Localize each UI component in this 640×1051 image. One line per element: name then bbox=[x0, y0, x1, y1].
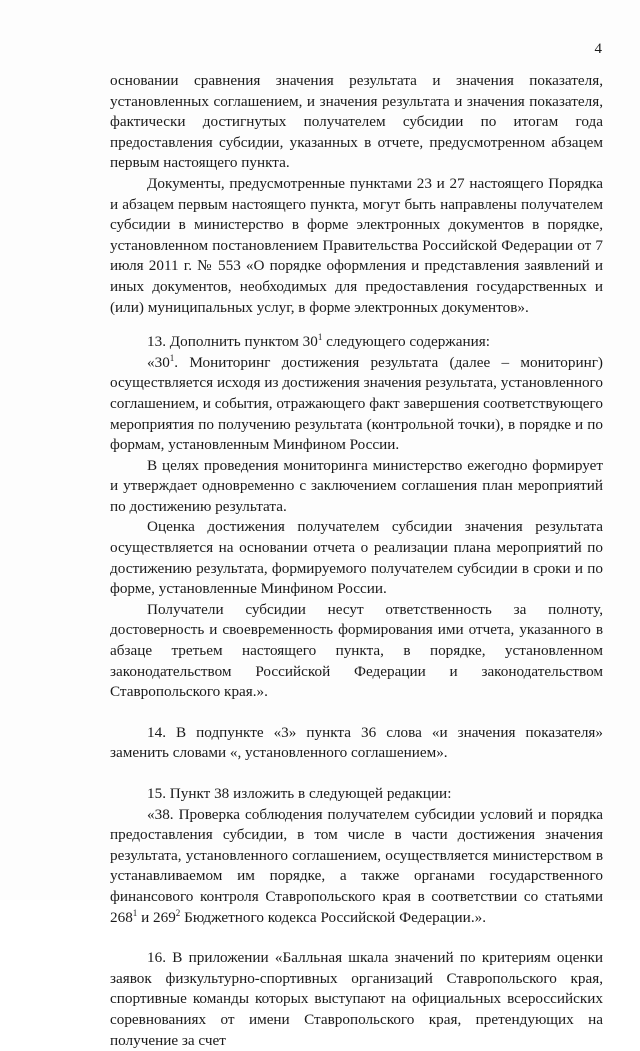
paragraph-point-30-1 bbox=[110, 353, 603, 456]
paragraph-item-15: 15. Пункт 38 изложить в следующей редакции: bbox=[147, 785, 452, 802]
item-13-superscript: 1 bbox=[317, 332, 323, 343]
paragraph-point-38 bbox=[110, 805, 603, 929]
paragraph-item-16: 16. В приложении «Балльная шкала значений по критериям оценки заявок физкультурно-спортивных организаций Ставропольского края, спортивные команды которых выступают на официальных всероссийских соревнованиях от имени Ставропольского края, претендующих на получение за счет bbox=[110, 949, 603, 1049]
paragraph-continuation: основании сравнения значения результата и значения показателя, установленных соглашением, и значения результата и значения показателя, фактически достигнутых получателем субсидии по итогам года предоставления субсидии, указанных в отчете, предусмотренном абзацем первым настоящего пункта. bbox=[110, 72, 603, 172]
spacer bbox=[110, 703, 603, 723]
document-body bbox=[110, 71, 603, 1051]
paragraph-item-13 bbox=[110, 332, 603, 353]
paragraph-responsibility: Получатели субсидии несут ответственность за полноту, достоверность и своевременность формирования ими отчета, указанного в абзаце третьем настоящего пункта, в порядке, установленном законодательством Российской Федерации и законодательством Ставропольского края.». bbox=[110, 600, 603, 701]
point-30-1-text: . Мониторинг достижения результата (далее – мониторинг) осуществляется исходя из достижения значения результата, установленного соглашением, и события, отражающего факт завершения соответствующего мероприятия по получению результата (контрольной точки), в порядке и по формам, установленным Минфином России. bbox=[110, 353, 603, 454]
paragraph-documents: Документы, предусмотренные пунктами 23 и 27 настоящего Порядка и абзацем первым настоящего пункта, могут быть направлены получателем субсидии в министерство в форме электронных документов в порядке, установленном постановлением Правительства Российской Федерации от 7 июля 2011 г. № 553 «О порядке оформления и представления заявлений и иных документов, необходимых для предоставления государственных и (или) муниципальных услуг, в форме электронных документов». bbox=[110, 174, 603, 316]
item-13-text-end: следующего содержания: bbox=[322, 333, 490, 351]
item-13-text: 13. Дополнить пунктом 30 bbox=[147, 333, 318, 351]
point-38-superscript-2: 2 bbox=[175, 907, 181, 918]
point-38-text-end: Бюджетного кодекса Российской Федерации.». bbox=[180, 908, 487, 926]
paragraph-assessment: Оценка достижения получателем субсидии значения результата осуществляется на основании отчета о реализации плана мероприятий по достижению результата, формируемого получателем субсидии в сроки и по форме, установленные Минфином России. bbox=[110, 518, 603, 598]
spacer bbox=[110, 764, 603, 784]
paragraph-item-14: 14. В подпункте «3» пункта 36 слова «и значения показателя» заменить словами «, установленного соглашением». bbox=[110, 723, 603, 762]
spacer bbox=[110, 928, 603, 948]
paragraph-monitoring-plan: В целях проведения мониторинга министерство ежегодно формирует и утверждает одновременно с заключением соглашения план мероприятий по достижению результата. bbox=[110, 456, 603, 515]
point-38-superscript-1: 1 bbox=[132, 907, 138, 918]
point-38-text-mid: и 269 bbox=[137, 908, 176, 926]
point-30-1-start: «30 bbox=[147, 353, 170, 371]
page-number: 4 bbox=[594, 41, 602, 57]
point-30-1-superscript: 1 bbox=[169, 352, 175, 363]
point-38-text: «38. Проверка соблюдения получателем субсидии условий и порядка предоставления субсидии, в том числе в части достижения значения результата, установленного соглашением, осуществляется министерством в устанавливаемом им порядке, а также органами государственного финансового контроля Ставропольского края в соответствии со статьями 268 bbox=[110, 805, 603, 926]
spacer bbox=[110, 318, 603, 332]
